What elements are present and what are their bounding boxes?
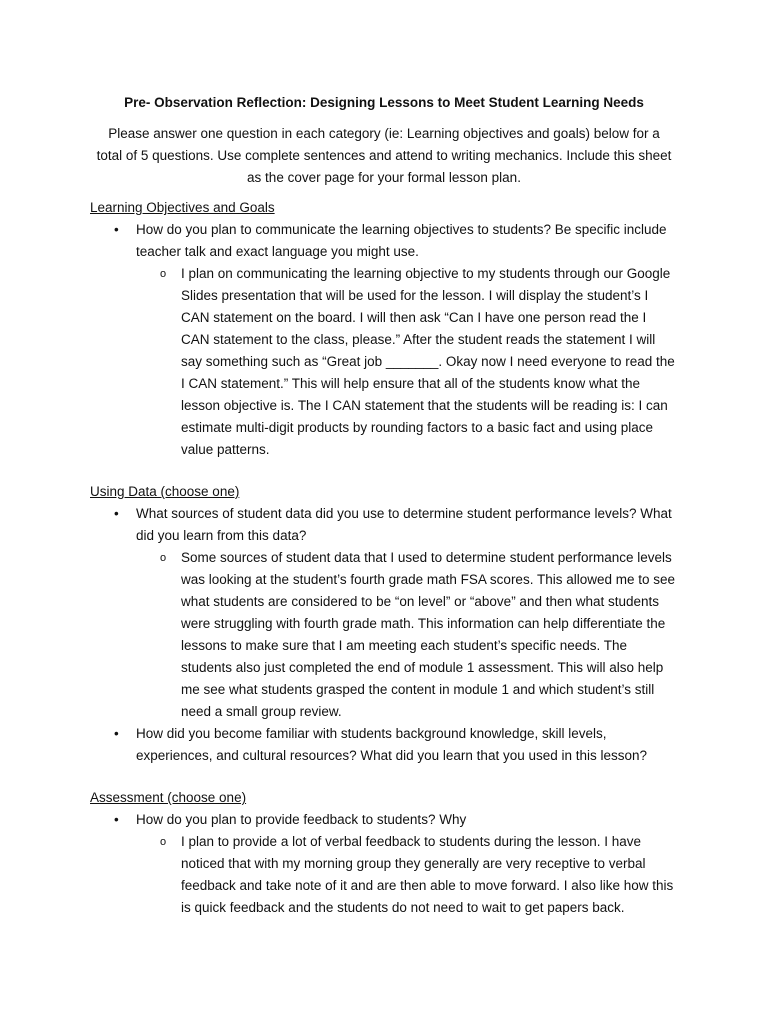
section-using-data xyxy=(90,481,678,767)
answer-text: I plan on communicating the learning objective to my students through our Google Slides presentation that will be used for the lesson. I will display the student’s I CAN statement on the board. I will then ask “Can I have one person read the I CAN statement to the class, please.” After the student reads the statement I will say something such as “Great job _______. Okay now I need everyone to read the I CAN statement.” This will help ensure that all of the students know what the lesson objective is. The I CAN statement that the students will be reading is: I can estimate multi-digit products by rounding factors to a basic fact and using place value patterns. xyxy=(181,266,675,457)
instructions-paragraph: Please answer one question in each category (ie: Learning objectives and goals) below for a total of 5 questions. Use complete sentences and attend to writing mechanics. Include this sheet as the cover page for your formal lesson plan. xyxy=(96,126,672,185)
section-heading: Learning Objectives and Goals xyxy=(90,200,275,215)
bullet-icon: • xyxy=(114,726,119,741)
answer-text: I plan to provide a lot of verbal feedback to students during the lesson. I have noticed that with my morning group they generally are very receptive to verbal feedback and take note of it and are then able to move forward. I also like how this is quick feedback and the students do not need to wait to get papers back. xyxy=(181,834,674,915)
bullet-icon: • xyxy=(114,812,119,827)
section-learning-objectives xyxy=(90,197,678,461)
sub-bullet-icon: o xyxy=(160,268,167,280)
sub-bullet-icon: o xyxy=(160,836,167,848)
bullet-icon: • xyxy=(114,506,119,521)
question-item xyxy=(90,503,678,547)
question-item xyxy=(90,809,678,831)
answer-item xyxy=(90,831,678,919)
question-text: How do you plan to communicate the learning objectives to students? Be specific include teacher talk and exact language you might use. xyxy=(136,222,667,259)
question-text: What sources of student data did you use to determine student performance levels? What did you learn from this data? xyxy=(136,506,672,543)
section-assessment xyxy=(90,787,678,919)
section-heading: Assessment (choose one) xyxy=(90,790,247,805)
section-heading: Using Data (choose one) xyxy=(90,484,240,499)
sub-bullet-icon: o xyxy=(160,552,167,564)
answer-item xyxy=(90,263,678,461)
answer-text: Some sources of student data that I used to determine student performance levels was looking at the student’s fourth grade math FSA scores. This allowed me to see what students are considered to be “on level” or “above” and then what students were struggling with fourth grade math. This information can help differentiate the lessons to make sure that I am meeting each student’s specific needs. The students also just completed the end of module 1 assessment. This will also help me see what students grasped the content in module 1 and which student’s still need a small group review. xyxy=(181,550,676,719)
answer-item xyxy=(90,547,678,723)
question-text: How did you become familiar with students background knowledge, skill levels, experiences, and cultural resources? What did you learn that you used in this lesson? xyxy=(136,726,648,763)
bullet-icon: • xyxy=(114,222,119,237)
question-item xyxy=(90,723,678,767)
question-text: How do you plan to provide feedback to students? Why xyxy=(136,812,467,827)
question-item xyxy=(90,219,678,263)
document-title: Pre- Observation Reflection: Designing Lessons to Meet Student Learning Needs xyxy=(124,95,644,110)
